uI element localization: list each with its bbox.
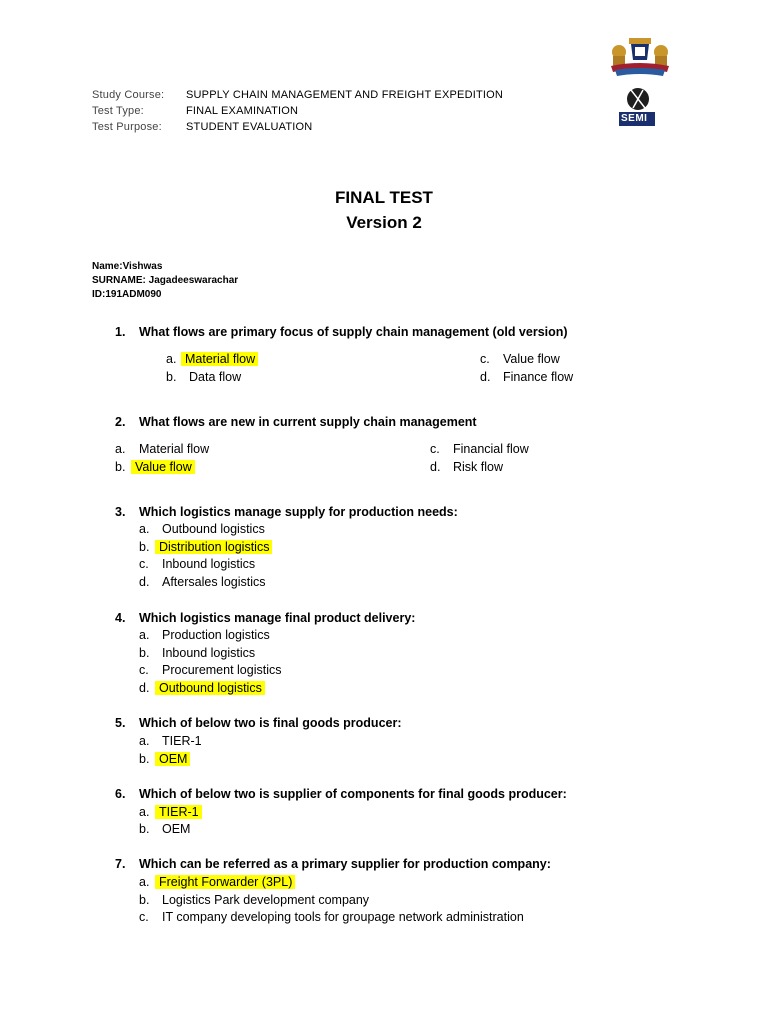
test-purpose-value: STUDENT EVALUATION [186,121,313,133]
question-number: 3. [115,505,126,519]
option-letter: d. [139,681,150,695]
option-letter: a. [139,522,150,536]
semi-logo-text: SEMI [621,113,648,124]
option-letter: a. [166,352,177,366]
option-text: IT company developing tools for groupage network administration [162,910,524,924]
rtu-crest-logo [607,36,673,80]
student-name: Name:Vishwas [92,261,163,272]
option-text: Data flow [189,370,242,384]
question-text: Which logistics manage supply for production needs: [139,505,458,519]
option-letter: a. [139,805,150,819]
option-text: TIER-1 [162,734,202,748]
option-letter: d. [139,575,150,589]
student-id: ID:191ADM090 [92,289,162,300]
option-text-selected: Distribution logistics [155,540,272,554]
option-text-selected: OEM [155,752,190,766]
option-letter: d. [480,370,491,384]
option-letter: a. [115,442,126,456]
option-text: OEM [162,822,191,836]
question-number: 5. [115,716,126,730]
option-text: Logistics Park development company [162,893,370,907]
option-letter: b. [139,540,150,554]
question-text: Which can be referred as a primary supplier for production company: [139,857,551,871]
question-text: Which logistics manage final product delivery: [139,611,416,625]
page-title: FINAL TEST [335,188,433,207]
option-text-selected: Outbound logistics [155,681,265,695]
option-letter: b. [166,370,177,384]
option-letter: b. [139,822,150,836]
option-letter: a. [139,734,150,748]
option-letter: c. [480,352,490,366]
option-text: Procurement logistics [162,663,282,677]
test-purpose-label: Test Purpose: [92,121,162,133]
test-type-value: FINAL EXAMINATION [186,105,299,117]
option-text: Financial flow [453,442,529,456]
option-letter: c. [139,557,149,571]
question-text: Which of below two is final goods producer: [139,716,402,730]
question-number: 2. [115,415,126,429]
semi-logo [619,86,655,128]
study-course-label: Study Course: [92,89,165,101]
option-text: Inbound logistics [162,646,256,660]
option-text: Value flow [503,352,560,366]
option-letter: c. [139,663,149,677]
option-text: Production logistics [162,628,270,642]
option-text: Finance flow [503,370,574,384]
option-letter: c. [139,910,149,924]
option-letter: b. [115,460,126,474]
option-text: Aftersales logistics [162,575,266,589]
option-text: Material flow [139,442,210,456]
option-letter: b. [139,752,150,766]
question-number: 7. [115,857,126,871]
option-text-selected: Freight Forwarder (3PL) [155,875,295,889]
option-letter: b. [139,646,150,660]
option-text-selected: Value flow [131,460,195,474]
option-letter: c. [430,442,440,456]
student-surname: SURNAME: Jagadeeswarachar [92,275,239,286]
option-letter: d. [430,460,441,474]
question-number: 1. [115,325,126,339]
option-letter: a. [139,628,150,642]
option-text: Inbound logistics [162,557,256,571]
page-subtitle: Version 2 [346,213,422,232]
study-course-value: SUPPLY CHAIN MANAGEMENT AND FREIGHT EXPEDITION [186,89,504,101]
test-type-label: Test Type: [92,105,144,117]
question-text: Which of below two is supplier of components for final goods producer: [139,787,567,801]
option-letter: b. [139,893,150,907]
question-number: 4. [115,611,126,625]
option-text-selected: Material flow [181,352,258,366]
option-text: Risk flow [453,460,504,474]
question-text: What flows are primary focus of supply chain management (old version) [139,325,568,339]
question-number: 6. [115,787,126,801]
option-text: Outbound logistics [162,522,265,536]
question-text: What flows are new in current supply chain management [139,415,477,429]
option-letter: a. [139,875,150,889]
option-text-selected: TIER-1 [155,805,202,819]
